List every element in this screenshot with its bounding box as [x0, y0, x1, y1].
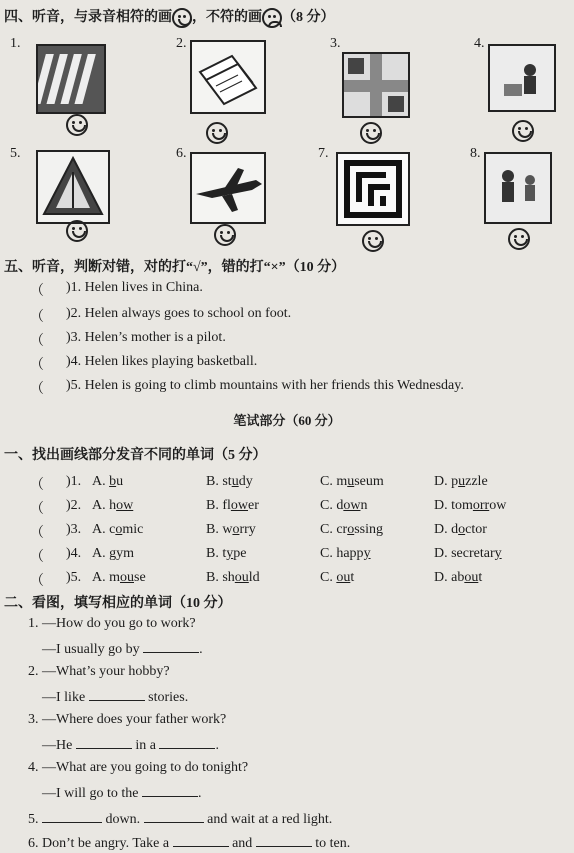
answer-paren[interactable]: （ [30, 310, 44, 325]
underlined-letters: ou [464, 570, 479, 585]
fill-blank[interactable] [144, 810, 204, 823]
picture-number: 3. [330, 36, 341, 51]
maze-map-icon [336, 152, 410, 226]
option-c: C. down [320, 498, 368, 513]
option-b: B. type [206, 546, 247, 561]
answer-face-icon[interactable] [66, 220, 88, 242]
street-map-icon [342, 52, 410, 118]
underlined-letters: ow [230, 498, 249, 513]
option-d: D. doctor [434, 522, 487, 537]
option-a: A. mouse [92, 570, 146, 585]
fill-blank[interactable] [173, 834, 229, 847]
answer-face-icon[interactable] [360, 122, 382, 144]
underlined-letters: ou [336, 570, 351, 585]
picture-1 [10, 36, 110, 136]
option-a: A. comic [92, 522, 144, 537]
people-room-icon [488, 44, 556, 112]
people-room-icon [484, 152, 552, 224]
option-a: A. bu [92, 474, 124, 489]
answer-2-line: —I like stories. [42, 690, 189, 705]
answer-paren[interactable]: （ [30, 550, 44, 565]
underlined-letters: o [232, 522, 240, 537]
underlined-letters: o [347, 522, 355, 537]
picture-7 [318, 146, 428, 246]
answer-paren[interactable]: （ [30, 358, 44, 373]
answer-face-icon[interactable] [214, 224, 236, 246]
picture-number: 6. [176, 146, 187, 161]
question-number: )4. [66, 546, 82, 561]
question-number: )2. [66, 498, 82, 513]
answer-paren[interactable]: （ [30, 284, 44, 299]
option-b: B. worry [206, 522, 256, 537]
fill-blank[interactable] [42, 810, 102, 823]
question-1-line: 1. —How do you go to work? [28, 616, 196, 631]
statement-4: )4. Helen likes playing basketball. [66, 354, 258, 369]
answer-3-line: —He in a . [42, 738, 219, 753]
statement-3: )3. Helen’s mother is a pilot. [66, 330, 226, 345]
fill-blank[interactable] [256, 834, 312, 847]
plane-icon [190, 152, 266, 224]
answer-paren[interactable]: （ [30, 382, 44, 397]
tickets-icon [190, 40, 266, 114]
part1-title: 一、找出画线部分发音不同的单词（5 分） [4, 448, 267, 463]
underlined-letters: ou [120, 570, 134, 585]
statement-1: )1. Helen lives in China. [66, 280, 203, 295]
answer-face-icon[interactable] [512, 120, 534, 142]
statement-5: )5. Helen is going to climb mountains with her friends this Wednesday. [66, 378, 464, 393]
picture-5 [10, 146, 110, 246]
answer-face-icon[interactable] [508, 228, 530, 250]
picture-number: 7. [318, 146, 329, 161]
answer-face-icon[interactable] [66, 114, 88, 136]
section5-title: 五、听音，判断对错，对的打“√”，错的打“×”（10 分） [4, 260, 346, 275]
option-d: D. puzzle [434, 474, 488, 489]
question-number: )1. [66, 474, 82, 489]
picture-3 [330, 36, 430, 136]
underlined-letters: g [109, 546, 117, 561]
option-c: C. crossing [320, 522, 384, 537]
fill-blank[interactable] [142, 784, 198, 797]
underlined-letters: o [458, 522, 466, 537]
section4-title-mid: ，不符的画 [192, 10, 262, 25]
underlined-letters: y [363, 546, 371, 561]
option-c: C. museum [320, 474, 384, 489]
fill-blank[interactable] [159, 736, 215, 749]
underlined-letters: y [494, 546, 502, 561]
answer-paren[interactable]: （ [30, 574, 44, 589]
question-2-line: 2. —What’s your hobby? [28, 664, 170, 679]
option-c: C. happy [320, 546, 371, 561]
option-a: A. gym [92, 546, 135, 561]
answer-paren[interactable]: （ [30, 526, 44, 541]
picture-6 [176, 146, 276, 246]
fill-blank[interactable] [76, 736, 132, 749]
underlined-letters: ow [343, 498, 361, 513]
question-3-line: 3. —Where does your father work? [28, 712, 227, 727]
option-d: D. about [434, 570, 483, 585]
underlined-letters: u [458, 474, 466, 489]
underlined-letters: ow [116, 498, 134, 513]
picture-number: 2. [176, 36, 187, 51]
option-d: D. tomorrow [434, 498, 507, 513]
question-number: )3. [66, 522, 82, 537]
answer-face-icon[interactable] [206, 122, 228, 144]
picture-4 [474, 36, 574, 136]
statement-2: )2. Helen always goes to school on foot. [66, 306, 292, 321]
answer-paren[interactable]: （ [30, 334, 44, 349]
happy-face-icon [172, 8, 192, 28]
sad-face-icon [262, 8, 282, 28]
underlined-letters: u [347, 474, 355, 489]
crosswalk-icon [36, 44, 106, 114]
option-b: B. should [206, 570, 260, 585]
underlined-letters: ou [234, 570, 249, 585]
section4-title-text: 四、听音，与录音相符的画 [4, 10, 172, 25]
answer-1-line: —I usually go by . [42, 642, 203, 657]
warning-sign-icon [36, 150, 110, 224]
picture-number: 4. [474, 36, 485, 51]
picture-8 [470, 146, 570, 246]
answer-paren[interactable]: （ [30, 478, 44, 493]
underlined-letters: u [231, 474, 239, 489]
picture-2 [176, 36, 276, 136]
fill-blank[interactable] [143, 640, 199, 653]
part2-title: 二、看图，填写相应的单词（10 分） [4, 596, 232, 611]
option-c: C. out [320, 570, 355, 585]
fill-blank[interactable] [89, 688, 145, 701]
answer-paren[interactable]: （ [30, 502, 44, 517]
written-part-title: 笔试部分（60 分） [233, 413, 341, 428]
question-number: )5. [66, 570, 82, 585]
underlined-letters: y [226, 546, 234, 561]
question-5-line: 5. down. and wait at a red light. [28, 812, 333, 827]
section4-score: （8 分） [282, 10, 335, 25]
option-b: B. flower [206, 498, 259, 513]
underlined-letters: b [109, 474, 117, 489]
question-4-line: 4. —What are you going to do tonight? [28, 760, 249, 775]
answer-4-line: —I will go to the . [42, 786, 202, 801]
picture-number: 8. [470, 146, 481, 161]
option-a: A. how [92, 498, 134, 513]
answer-face-icon[interactable] [362, 230, 384, 252]
option-b: B. study [206, 474, 253, 489]
option-d: D. secretary [434, 546, 502, 561]
section4-title [4, 6, 335, 28]
underlined-letters: orr [472, 498, 490, 513]
underlined-letters: o [115, 522, 123, 537]
picture-number: 1. [10, 36, 21, 51]
question-6-line: 6. Don’t be angry. Take a and to ten. [28, 836, 351, 851]
picture-number: 5. [10, 146, 21, 161]
